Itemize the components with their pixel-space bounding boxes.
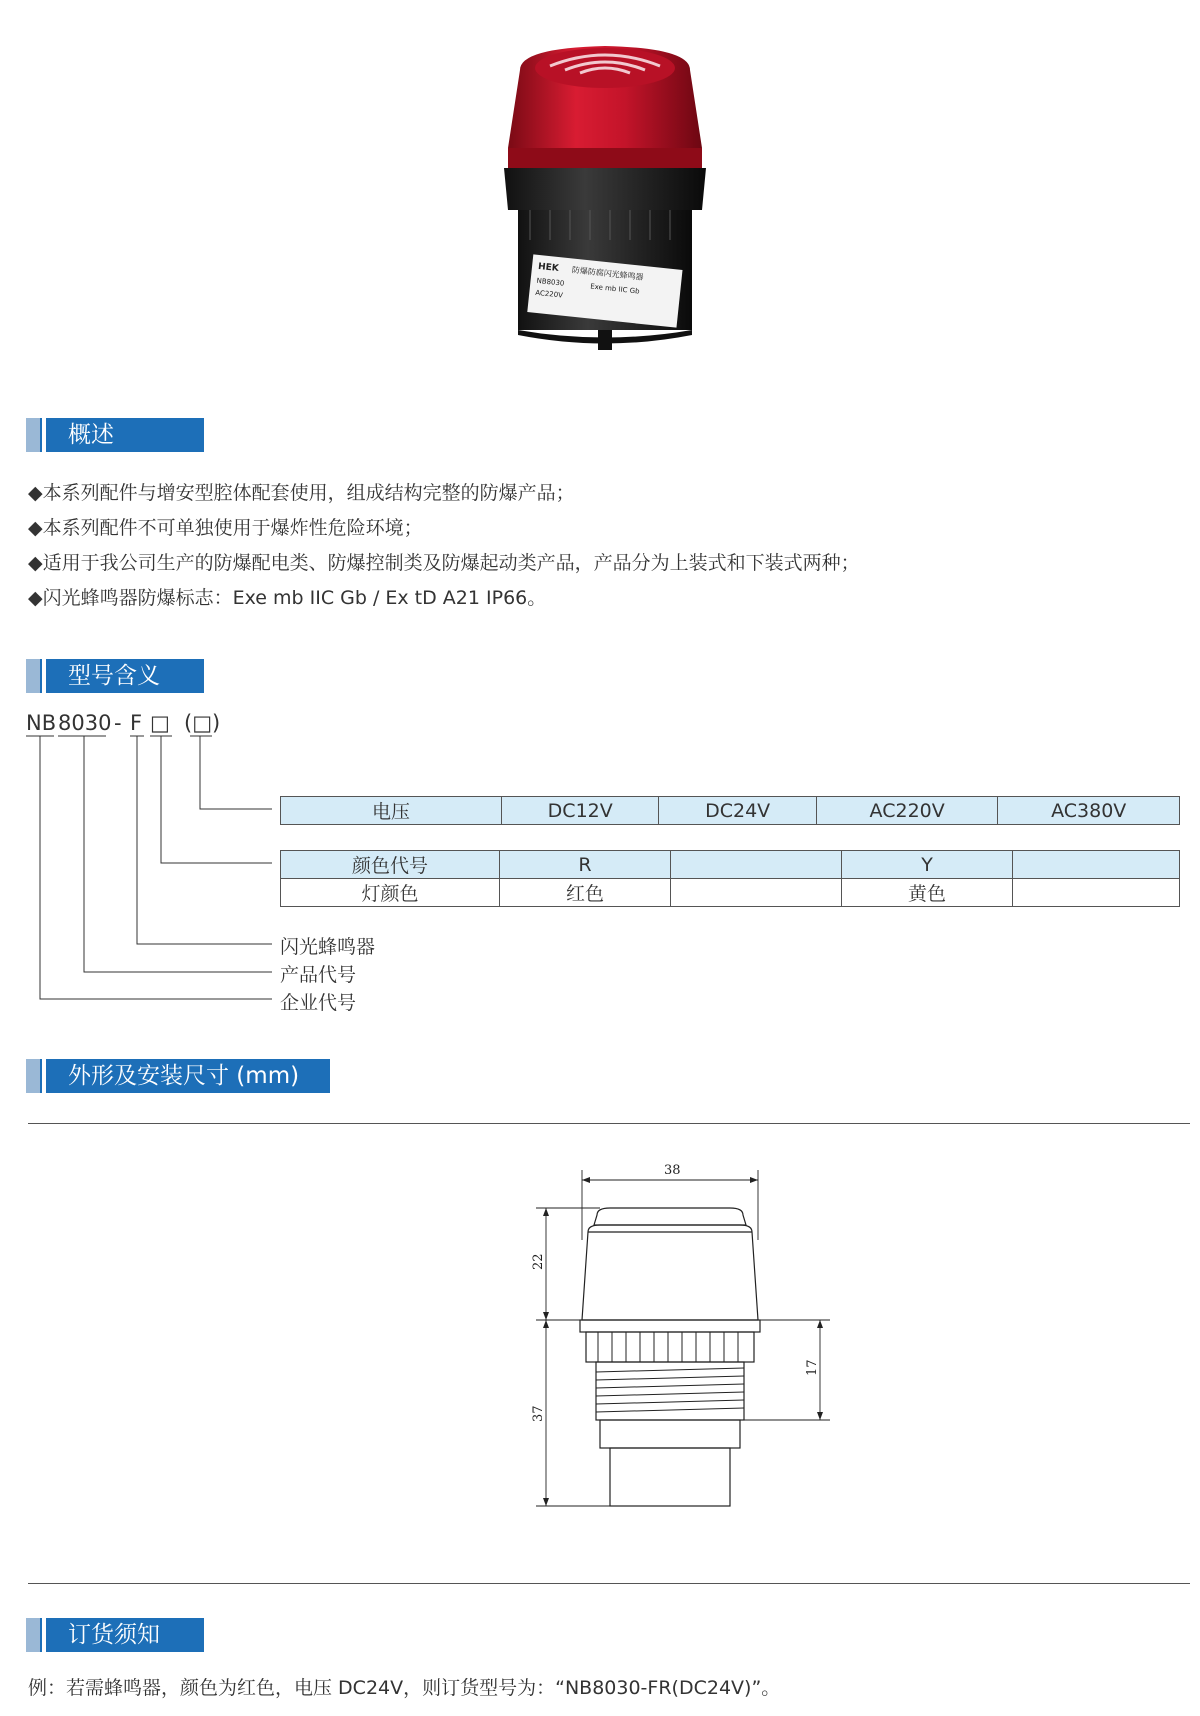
overview-bullet: ◆本系列配件不可单独使用于爆炸性危险环境； bbox=[28, 517, 423, 539]
label-type: 闪光蜂鸣器 bbox=[280, 936, 376, 958]
dim-body-height: 37 bbox=[531, 1405, 546, 1422]
svg-text:防爆防腐闪光蜂鸣器: 防爆防腐闪光蜂鸣器 bbox=[571, 265, 644, 282]
section-title: 订货须知 bbox=[68, 1622, 160, 1648]
color-cell: 红色 bbox=[500, 879, 671, 907]
label-product-code: 产品代号 bbox=[280, 964, 357, 986]
code-part-color: □ bbox=[150, 711, 170, 735]
dim-width: 38 bbox=[664, 1163, 681, 1178]
overview-bullet: ◆闪光蜂鸣器防爆标志：Exe mb IIC Gb / Ex tD A21 IP66。 bbox=[28, 587, 547, 609]
color-cell bbox=[1013, 879, 1180, 907]
divider bbox=[28, 1583, 1190, 1584]
code-part-product: 8030 bbox=[58, 711, 112, 735]
voltage-cell: AC220V bbox=[816, 797, 998, 825]
color-cell: 黄色 bbox=[842, 879, 1013, 907]
color-table bbox=[280, 850, 1180, 907]
divider bbox=[28, 1123, 1190, 1124]
section-title: 概述 bbox=[68, 422, 114, 448]
color-cell bbox=[1013, 851, 1180, 879]
ordering-example: 例：若需蜂鸣器，颜色为红色，电压 DC24V，则订货型号为：“NB8030-FR(DC24V)”。 bbox=[28, 1677, 781, 1699]
dim-head-height: 22 bbox=[531, 1253, 546, 1270]
code-part-company: NB bbox=[26, 711, 57, 735]
overview-bullet: ◆适用于我公司生产的防爆配电类、防爆控制类及防爆起动类产品，产品分为上装式和下装式两种； bbox=[28, 552, 860, 574]
color-cell: Y bbox=[842, 851, 1013, 879]
color-cell bbox=[671, 851, 842, 879]
svg-text:AC220V: AC220V bbox=[534, 288, 564, 300]
label-company-code: 企业代号 bbox=[280, 992, 357, 1014]
svg-text:NB8030: NB8030 bbox=[536, 276, 565, 288]
section-title: 外形及安装尺寸 (mm) bbox=[68, 1063, 300, 1089]
code-part-type: F bbox=[130, 711, 143, 735]
section-title: 型号含义 bbox=[68, 663, 160, 689]
dimension-drawing bbox=[500, 1140, 860, 1520]
code-part-dash: - bbox=[114, 711, 122, 735]
color-cell: 颜色代号 bbox=[281, 851, 500, 879]
section-header-dimensions bbox=[32, 1059, 330, 1093]
color-cell: 灯颜色 bbox=[281, 879, 500, 907]
color-cell bbox=[671, 879, 842, 907]
voltage-cell: AC380V bbox=[998, 797, 1180, 825]
voltage-table bbox=[280, 796, 1180, 825]
svg-text:Exe mb IIC Gb: Exe mb IIC Gb bbox=[589, 282, 640, 296]
color-cell: R bbox=[500, 851, 671, 879]
overview-bullet: ◆本系列配件与增安型腔体配套使用，组成结构完整的防爆产品； bbox=[28, 482, 575, 504]
dim-thread-length: 17 bbox=[805, 1359, 820, 1376]
voltage-cell: DC12V bbox=[502, 797, 659, 825]
voltage-cell: DC24V bbox=[659, 797, 816, 825]
svg-text:HEK: HEK bbox=[537, 261, 560, 275]
voltage-cell: 电压 bbox=[281, 797, 502, 825]
code-part-voltage: (□) bbox=[184, 711, 221, 735]
section-header-ordering bbox=[32, 1618, 204, 1652]
